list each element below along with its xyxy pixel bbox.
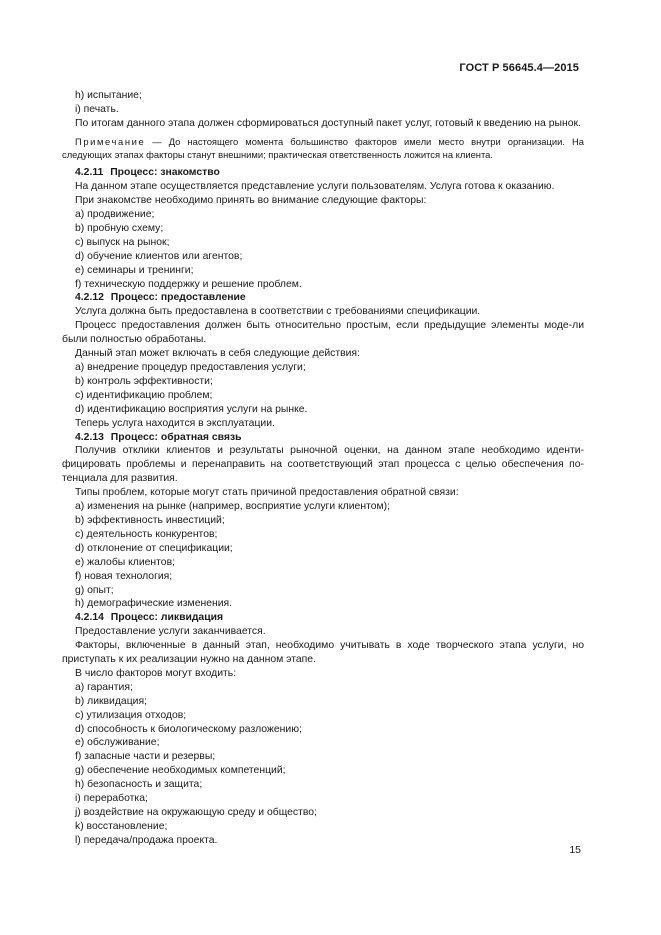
list-item: h) безопасность и защита; [75,779,203,791]
list-item: a) продвижение; [75,209,155,221]
list-item: g) обеспечение необходимых компетенций; [75,765,286,777]
paragraph: Получив отклики клиентов и результаты рыночной оценки, на данном этапе необходимо иденти-фицировать проблемы и перенаправить на соответствующий этап процесса с целью обеспечения по-тенциала для развития. [62,445,584,485]
paragraph: Факторы, включенные в данный этап, необходимо учитывать в ходе творческого этапа услуги, но приступать к их реализации нужно на данном этапе. [62,640,584,666]
paragraph: На данном этапе осуществляется представление услуги пользователям. Услуга готова к оказанию. [75,181,555,193]
list-item: i) печать. [75,103,119,115]
list-item: c) утилизация отходов; [75,709,187,721]
page-content [62,89,584,848]
section-heading [62,611,584,625]
list-item: e) семинары и тренинги; [75,264,194,276]
list-item: f) новая технология; [75,570,173,582]
section-title: Процесс: ликвидация [110,612,224,624]
note [62,136,584,162]
paragraph: Теперь услуга находится в эксплуатации. [75,417,275,429]
list-item: k) восстановление; [75,820,168,832]
paragraph: По итогам данного этапа должен сформироваться доступный пакет услуг, готовый к введению на рынок. [75,117,581,129]
list-item: d) способность к биологическому разложению; [75,723,302,735]
list-item: d) обучение клиентов или агентов; [75,250,243,262]
paragraph: В число факторов могут входить: [75,667,237,679]
list-item: j) воздействие на окружающую среду и общество; [75,807,317,818]
paragraph: Предоставление услуги заканчивается. [75,626,266,638]
paragraph: Процесс предоставления должен быть относительно простым, если предыдущие элементы моде-ли были полностью обработаны. [62,320,584,346]
paragraph: При знакомстве необходимо принять во внимание следующие факторы: [75,195,427,207]
list-item: i) переработка; [75,793,148,805]
page-number: 15 [569,844,581,856]
section-number: 4.2.11 [75,167,104,179]
paragraph: Услуга должна быть предоставлена в соответствии с требованиями спецификации. [75,306,481,318]
note-text: — До настоящего момента большинство факторов имели место внутри организации. На следующих этапах факторы станут внешними; практическая ответственность ложится на клиента. [62,135,584,160]
note-label: Примечание [75,135,146,147]
list-item: f) запасные части и резервы; [75,751,216,763]
section-number: 4.2.14 [75,612,104,624]
section-title: Процесс: обратная связь [110,431,242,443]
list-item: a) изменения на рынке (например, восприятие услуги клиентом); [75,501,390,513]
section-title: Процесс: предоставление [110,292,246,304]
section-number: 4.2.12 [75,292,104,304]
list-item: d) отклонение от спецификации; [75,542,233,554]
section-heading [62,166,584,180]
list-item: c) идентификацию проблем; [75,389,213,401]
list-item: l) передача/продажа проекта. [75,834,218,846]
list-item: b) контроль эффективности; [75,375,213,387]
section-number: 4.2.13 [75,431,104,443]
list-item: b) ликвидация; [75,695,147,707]
list-item: f) техническую поддержку и решение проблем. [75,278,302,290]
list-item: c) деятельность конкурентов; [75,528,218,540]
paragraph: Данный этап может включать в себя следующие действия: [75,348,360,360]
list-item: b) эффективность инвестиций; [75,514,225,526]
section-heading [62,291,584,305]
paragraph: Типы проблем, которые могут стать причиной предоставления обратной связи: [75,487,459,499]
list-item: h) демографические изменения. [75,598,233,610]
list-item: e) обслуживание; [75,737,160,749]
list-item: c) выпуск на рынок; [75,236,170,248]
list-item: h) испытание; [75,90,142,101]
list-item: d) идентификацию восприятия услуги на рынке. [75,403,308,415]
list-item: a) внедрение процедур предоставления услуги; [75,362,306,373]
section-heading [62,431,584,445]
list-item: e) жалобы клиентов; [75,556,175,568]
list-item: g) опыт; [75,584,114,596]
list-item: b) пробную схему; [75,222,164,234]
document-id: ГОСТ Р 56645.4—2015 [459,62,579,74]
section-title: Процесс: знакомство [110,167,220,179]
list-item: a) гарантия; [75,681,133,693]
